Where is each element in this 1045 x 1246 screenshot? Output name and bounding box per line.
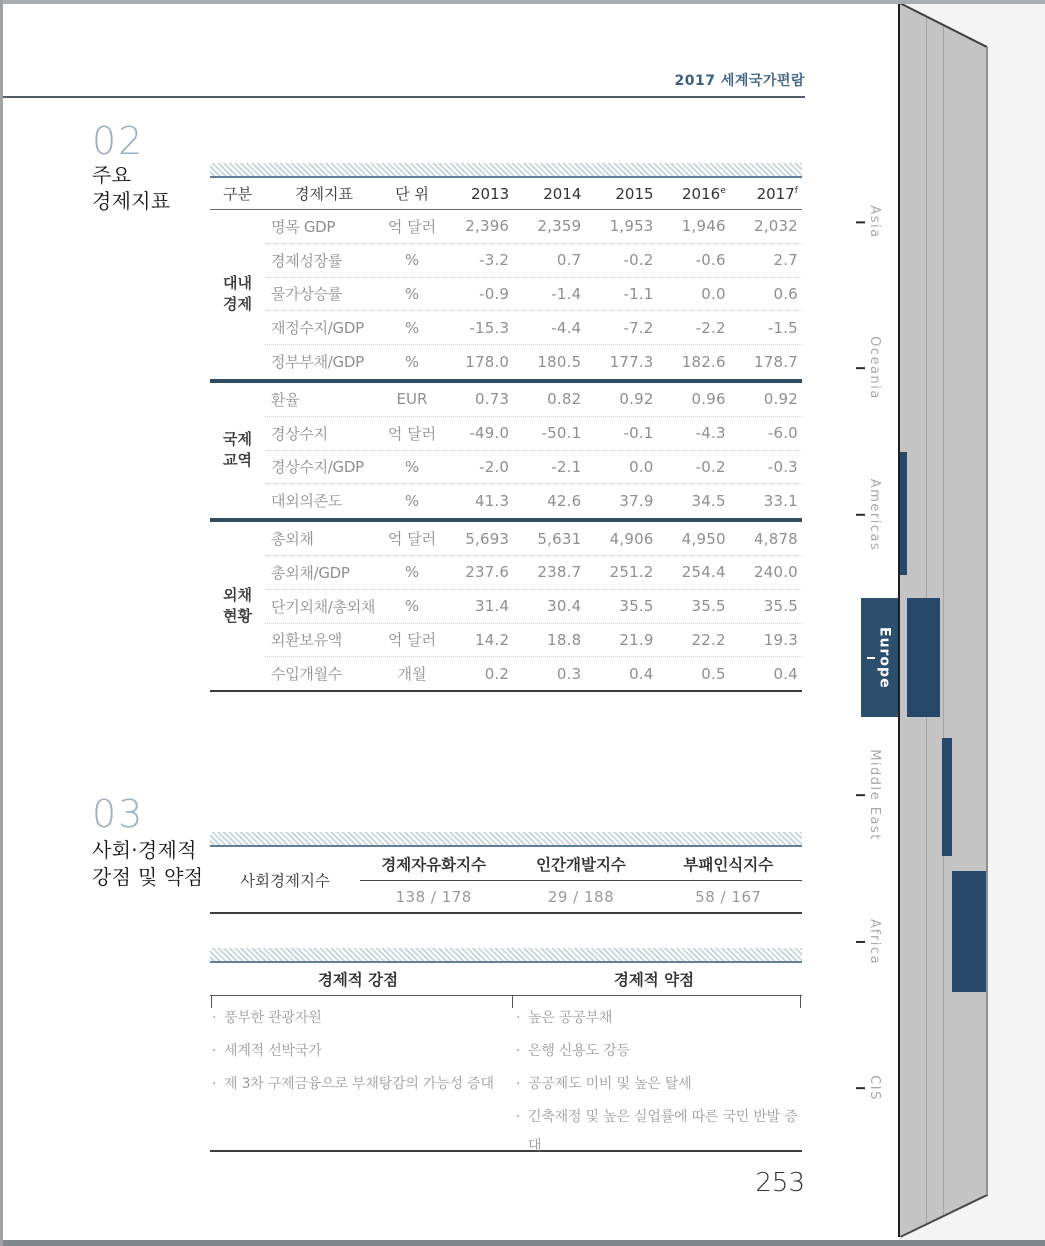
region-tab-oceania xyxy=(856,336,882,400)
indicator-value: -6.0 xyxy=(767,424,798,443)
table-row xyxy=(265,277,802,311)
edge-tab-ink xyxy=(952,871,987,992)
table-body xyxy=(210,210,802,690)
table-row xyxy=(265,310,802,344)
section-03-title-line2: 강점 및 약점 xyxy=(92,865,204,889)
indicator-value: 4,878 xyxy=(753,529,798,548)
tab-dash xyxy=(856,941,865,943)
indicator-value: 0.73 xyxy=(474,390,510,409)
table-hatch-band xyxy=(210,163,802,178)
indicator-value: 254.4 xyxy=(681,563,726,582)
group-label-line: 대내 xyxy=(223,273,252,292)
bullet: · xyxy=(212,1043,217,1059)
indicator-value: 1,946 xyxy=(681,217,726,236)
indicator-value: 37.9 xyxy=(619,491,654,510)
index-header-row xyxy=(360,847,802,881)
bullet: · xyxy=(516,1010,521,1026)
indicator-value: 0.92 xyxy=(763,390,798,409)
edge-tab-ink xyxy=(942,738,952,856)
table-row xyxy=(265,623,802,657)
index-columns xyxy=(360,847,802,912)
indicator-value: 21.9 xyxy=(619,630,654,649)
indicator-value: 238.7 xyxy=(537,563,582,582)
indicator-value: 41.3 xyxy=(474,491,510,510)
table-row xyxy=(265,243,802,277)
indicator-value: -15.3 xyxy=(469,318,510,337)
indicator-value: 14.2 xyxy=(474,630,510,649)
screenshot-top-border xyxy=(0,0,1045,4)
bullet: · xyxy=(212,1076,217,1092)
tab-label: CIS xyxy=(867,1075,882,1101)
index-col-value: 58 / 167 xyxy=(695,887,762,906)
indicator-unit: % xyxy=(404,284,420,303)
indicator-value: 35.5 xyxy=(691,597,726,616)
indicator-value: 35.5 xyxy=(619,597,654,616)
col-header-unit: 단 위 xyxy=(395,185,429,203)
strengths-column xyxy=(210,1000,506,1150)
index-row-label: 사회경제지수 xyxy=(240,871,330,890)
index-table-body xyxy=(210,847,802,914)
table-hatch-band xyxy=(210,948,802,963)
region-tab-americas xyxy=(856,479,882,551)
region-tab-africa xyxy=(856,919,882,965)
indicator-value: -50.1 xyxy=(541,424,582,443)
index-col-name: 경제자유화지수 xyxy=(381,855,487,874)
indicator-value: 180.5 xyxy=(537,352,582,371)
indicator-group xyxy=(210,210,802,378)
group-label-line: 교역 xyxy=(223,451,252,470)
indicator-value: 0.7 xyxy=(556,251,582,270)
indicator-unit: EUR xyxy=(396,390,428,409)
group-label-line: 국제 xyxy=(223,430,252,449)
indicator-value: 2,032 xyxy=(753,217,798,236)
group-label xyxy=(210,585,265,627)
region-tab-europe xyxy=(861,598,898,717)
indicator-value: 34.5 xyxy=(691,491,726,510)
tab-label: Middle East xyxy=(867,749,882,841)
swot-header-row xyxy=(210,963,802,995)
indicator-name: 물가상승률 xyxy=(271,285,342,304)
indicator-value: 0.5 xyxy=(701,664,726,683)
tab-dash xyxy=(867,657,875,659)
tab-label: Oceania xyxy=(867,336,882,400)
table-row xyxy=(265,344,802,378)
indicator-unit: % xyxy=(404,457,420,476)
group-label-line: 현황 xyxy=(223,607,252,626)
indicator-value: 18.8 xyxy=(547,630,582,649)
indicator-value: -2.2 xyxy=(695,318,726,337)
socioeconomic-index-table xyxy=(210,832,802,914)
tab-dash xyxy=(856,1087,865,1089)
book-fore-edge xyxy=(900,0,988,1240)
indicator-value: 2.7 xyxy=(773,251,798,270)
indicator-value: -1.1 xyxy=(623,284,654,303)
indicator-value: 251.2 xyxy=(609,563,654,582)
indicator-name: 총외채 xyxy=(271,530,314,549)
table-header-row xyxy=(210,178,802,210)
index-col-name: 인간개발지수 xyxy=(536,855,626,874)
indicator-name: 정부부채/GDP xyxy=(271,353,364,372)
header-rule xyxy=(3,96,805,98)
table-row xyxy=(265,383,802,416)
strengths-header: 경제적 강점 xyxy=(317,971,399,989)
weaknesses-header: 경제적 약점 xyxy=(613,971,695,989)
table-row xyxy=(265,210,802,243)
table-bottom-border xyxy=(210,690,802,692)
indicator-value: 4,906 xyxy=(609,529,654,548)
indicator-value: 5,693 xyxy=(465,529,510,548)
indicator-name: 수입개월수 xyxy=(271,665,342,684)
bullet: · xyxy=(516,1043,521,1059)
indicator-value: 0.0 xyxy=(701,284,726,303)
indicator-value: -4.3 xyxy=(695,424,726,443)
indicator-value: 0.6 xyxy=(773,284,798,303)
col-header-indicator: 경제지표 xyxy=(295,185,353,203)
indicator-value: 182.6 xyxy=(681,352,726,371)
indicator-value: 22.2 xyxy=(691,630,726,649)
index-col-value: 29 / 188 xyxy=(547,887,615,906)
table-row xyxy=(265,450,802,484)
table-row xyxy=(265,416,802,450)
indicator-value: -0.1 xyxy=(623,424,654,443)
weaknesses-column xyxy=(506,1000,802,1154)
indicator-name: 경제성장률 xyxy=(271,251,342,270)
indicator-name: 재정수지/GDP xyxy=(271,319,364,338)
year-header: 2016e xyxy=(682,184,726,203)
year-header: 2015 xyxy=(615,184,654,203)
book-edge-right-line xyxy=(986,47,988,1195)
group-label-line: 경제 xyxy=(223,294,252,313)
indicator-value: -7.2 xyxy=(623,318,654,337)
indicator-value: -3.2 xyxy=(479,251,510,270)
index-col-name: 부패인식지수 xyxy=(683,855,774,874)
indicator-value: -2.0 xyxy=(479,457,510,476)
table-row xyxy=(265,555,802,589)
indicator-value: -0.2 xyxy=(695,457,726,476)
indicator-value: 30.4 xyxy=(547,597,582,616)
indicator-value: 33.1 xyxy=(763,491,798,510)
tab-label: Africa xyxy=(867,918,882,966)
indicator-value: -0.2 xyxy=(623,251,654,270)
screenshot-bottom-border xyxy=(0,1240,1045,1246)
indicator-value: 0.82 xyxy=(547,390,582,409)
indicator-unit: % xyxy=(404,491,420,510)
indicator-value: 178.0 xyxy=(465,352,510,371)
weakness-item: · 높은 공공부채 xyxy=(514,1004,802,1033)
year-sup: e xyxy=(720,185,726,196)
indicator-name: 외환보유액 xyxy=(271,631,342,650)
region-tab-cis xyxy=(856,1075,882,1101)
indicator-unit: % xyxy=(404,251,420,270)
indicator-unit: % xyxy=(404,563,420,582)
stacked-page-line xyxy=(943,0,944,1240)
section-02-title xyxy=(92,162,170,214)
indicator-name: 단기외채/총외채 xyxy=(271,597,376,616)
book-header-title: 2017 세계국가편람 xyxy=(674,73,805,89)
indicator-value: 19.3 xyxy=(763,630,798,649)
table-row xyxy=(265,522,802,555)
page-number: 253 xyxy=(755,1168,805,1198)
edge-tab-ink xyxy=(900,452,907,575)
indicator-group xyxy=(210,522,802,690)
group-label-line: 외채 xyxy=(223,586,252,605)
indicator-value: 0.96 xyxy=(691,390,726,409)
indicator-value: 0.4 xyxy=(773,664,798,683)
tab-label: Asia xyxy=(867,205,882,239)
indicator-value: -0.9 xyxy=(479,284,510,303)
indicator-unit: 억 달러 xyxy=(387,217,437,236)
indicator-unit: % xyxy=(404,597,420,616)
indicator-group xyxy=(210,383,802,517)
indicator-value: 1,953 xyxy=(609,217,654,236)
swot-divider-rule xyxy=(210,995,802,996)
indicator-name: 경상수지 xyxy=(271,424,328,443)
swot-body xyxy=(210,996,802,1154)
indicator-unit: 억 달러 xyxy=(387,530,437,549)
indicator-name: 명목 GDP xyxy=(271,217,336,236)
indicator-value: 4,950 xyxy=(681,529,726,548)
indicator-name: 대외의존도 xyxy=(271,492,342,511)
table-hatch-band xyxy=(210,832,802,847)
tab-dash xyxy=(856,367,865,369)
indicator-value: 2,359 xyxy=(537,217,582,236)
page-right-border xyxy=(898,4,900,1237)
section-03-title-line1: 사회·경제적 xyxy=(92,838,197,862)
indicator-value: 31.4 xyxy=(474,597,510,616)
economic-indicators-table xyxy=(210,163,802,692)
indicator-value: -1.4 xyxy=(551,284,582,303)
strength-item: · 세계적 선박국가 xyxy=(210,1037,498,1066)
table-row xyxy=(265,589,802,623)
indicator-value: 0.0 xyxy=(629,457,654,476)
tab-dash xyxy=(856,221,865,223)
indicator-value: 0.3 xyxy=(556,664,582,683)
edge-tab-ink xyxy=(907,598,940,717)
indicator-unit: % xyxy=(404,352,420,371)
indicator-value: -2.1 xyxy=(551,457,582,476)
index-value-row xyxy=(360,881,802,912)
region-tab-middle-east xyxy=(856,749,882,841)
section-02-title-line2: 경제지표 xyxy=(92,189,171,213)
tab-dash xyxy=(856,514,865,516)
year-header: 2013 xyxy=(471,184,510,203)
section-02-title-line1: 주요 xyxy=(92,163,132,187)
indicator-value: -0.6 xyxy=(695,251,726,270)
indicator-unit: % xyxy=(404,318,420,337)
year-header: 2017$^f$ xyxy=(756,184,798,203)
indicator-value: 0.4 xyxy=(629,664,654,683)
section-03-number: 03 xyxy=(92,792,145,836)
table-row xyxy=(265,656,802,690)
strengths-weaknesses-table xyxy=(210,948,802,1152)
bullet: · xyxy=(516,1076,521,1092)
weakness-item: · 공공제도 미비 및 높은 탈세 xyxy=(514,1070,802,1099)
indicator-value: 2,396 xyxy=(465,217,510,236)
indicator-unit: 개월 xyxy=(397,665,427,684)
indicator-value: 42.6 xyxy=(547,491,582,510)
indicator-value: -0.3 xyxy=(767,457,798,476)
indicator-value: -1.5 xyxy=(767,318,798,337)
year-sup: f xyxy=(794,185,798,196)
table-row xyxy=(265,483,802,517)
indicator-unit: 억 달러 xyxy=(387,631,437,650)
col-header-group: 구분 xyxy=(223,185,252,203)
group-label xyxy=(210,273,265,315)
index-col-value: 138 / 178 xyxy=(395,887,472,906)
indicator-value: 0.92 xyxy=(619,390,654,409)
group-label xyxy=(210,429,265,471)
strength-item: · 제 3차 구제금융으로 부채탕감의 가능성 증대 xyxy=(210,1070,498,1099)
section-03-title xyxy=(92,837,203,891)
indicator-value: 178.7 xyxy=(753,352,798,371)
year-header: 2014 xyxy=(543,184,582,203)
indicator-name: 환율 xyxy=(271,390,300,409)
weakness-item: · 긴축재정 및 높은 실업률에 따른 국민 반발 증대 xyxy=(514,1103,802,1161)
divider-tick xyxy=(512,996,513,1008)
indicator-value: -4.4 xyxy=(551,318,582,337)
indicator-value: 177.3 xyxy=(609,352,654,371)
section-02-number: 02 xyxy=(92,119,145,163)
screenshot-left-border xyxy=(0,0,3,1246)
indicator-name: 경상수지/GDP xyxy=(271,458,364,477)
bullet: · xyxy=(516,1109,521,1125)
indicator-value: 0.2 xyxy=(484,664,510,683)
indicator-value: 35.5 xyxy=(763,597,798,616)
tab-dash xyxy=(856,794,865,796)
tab-label: Europe xyxy=(876,626,893,689)
indicator-value: 5,631 xyxy=(537,529,582,548)
strength-item: · 풍부한 관광자원 xyxy=(210,1004,498,1033)
indicator-value: -49.0 xyxy=(469,424,510,443)
indicator-name: 총외채/GDP xyxy=(271,563,350,582)
region-tab-asia xyxy=(856,205,882,238)
tab-label: Americas xyxy=(867,478,882,552)
indicator-value: 237.6 xyxy=(465,563,510,582)
indicator-value: 240.0 xyxy=(753,563,798,582)
bullet: · xyxy=(212,1010,217,1026)
indicator-unit: 억 달러 xyxy=(387,424,437,443)
weakness-item: · 은행 신용도 강등 xyxy=(514,1037,802,1066)
